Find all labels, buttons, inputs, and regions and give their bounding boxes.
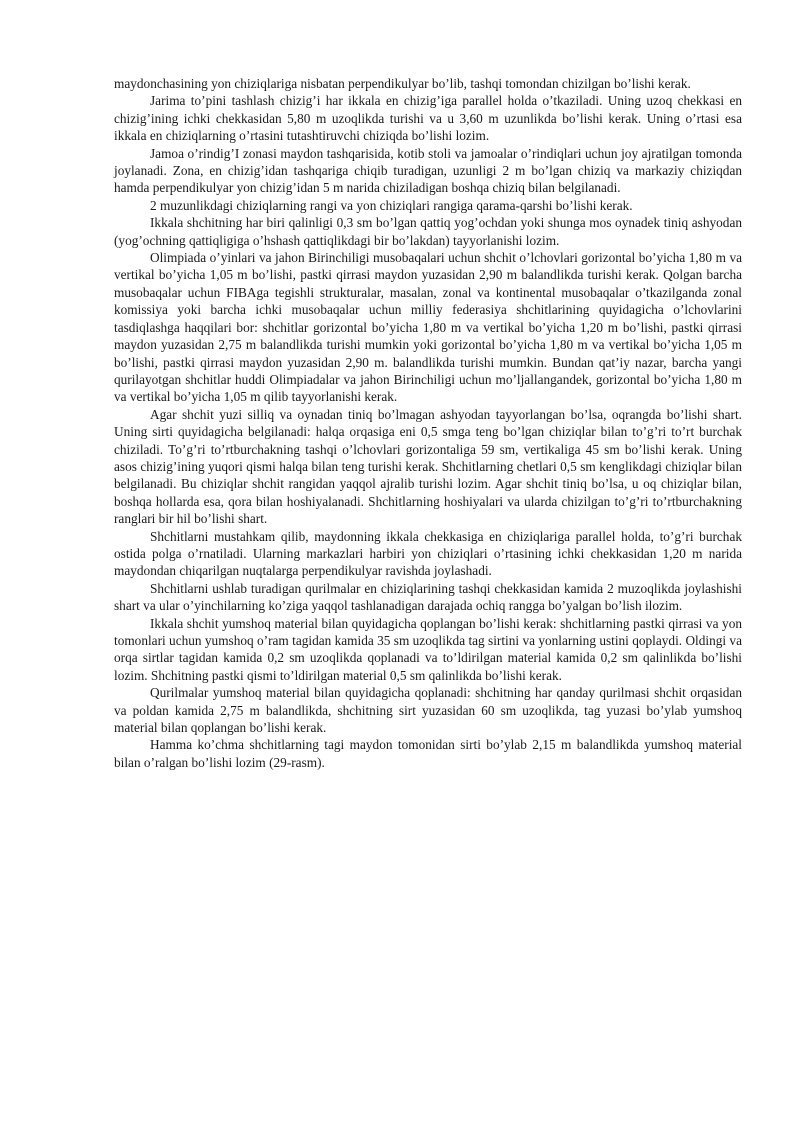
paragraph-backboard-mounting: Shchitlarni mustahkam qilib, maydonning ikkala chekkasiga en chiziqlariga parallel holda, to’g’ri burchak ostida polga o’rnatiladi. Ularning markazlari harbiri yon chiziqlari o’rtasining ichki chekkasidan 1,20 m narida maydondan chiqarilgan nuqtalarga perpendikulyar ravishda joylashadi. [114, 528, 742, 579]
paragraph-team-bench-area: Jamoa o’rindig’I zonasi maydon tashqarisida, kotib stoli va jamoalar o’rindiqlari uchun joy ajratilgan tomonda joylanadi. Zona, en chizig’idan tashqariga chiqib turadigan, uzunligi 2 m bo’lgan chiziq va markaziy chiziqdan hamda perpendikulyar yon chizig’idan 5 m narida chiziladigan boshqa chiziq bilan belgilanadi. [114, 145, 742, 196]
paragraph-backboard-padding: Ikkala shchit yumshoq material bilan quyidagicha qoplangan bo’lishi kerak: shchitlarning pastki qirrasi va yon tomonlari uchun yumshoq o’ram tagidan kamida 35 sm uzoqlikda tag sirtini va yonlarning ustini qoplaydi. Oldingi va orqa sirtlar tagidan kamida 0,2 sm uzoqlikda qoplanadi va to’ldirilgan material kamida 0,2 sm qalinlikda bo’lishi lozim. Shchitning pastki qismi to’ldirilgan material 0,5 sm qalinlikda bo’lishi kerak. [114, 615, 742, 683]
paragraph-line-color: 2 muzunlikdagi chiziqlarning rangi va yon chiziqlari rangiga qarama-qarshi bo’lishi kerak. [150, 197, 633, 213]
paragraph-continuation: maydonchasining yon chiziqlariga nisbatan perpendikulyar bo’lib, tashqi tomondan chizilgan bo’lishi kerak. [114, 76, 691, 91]
document-page [114, 75, 742, 771]
paragraph-free-throw-line: Jarima to’pini tashlash chizig’i har ikkala en chizig’iga parallel holda o’tkaziladi. Uning uzoq chekkasi en chizig’ining ichki chekkasidan 5,80 m uzoqlikda turishi va u 3,60 m uzunlikda bo’lishi kerak. Uning o’rtasi esa ikkala en chiziqlarning o’rtasini tutashtiruvchi chiziqda bo’lishi lozim. [114, 93, 742, 144]
paragraph-backboard-material: Ikkala shchitning har biri qalinligi 0,3 sm bo’lgan qattiq yog’ochdan yoki shunga mos oynadek tiniq ashyodan (yog’ochning qattiqligiga o’hshash qattiqlikdagi bir bo’lakdan) tayyorlanishi lozim. [114, 215, 742, 248]
paragraph-support-padding: Qurilmalar yumshoq material bilan quyidagicha qoplanadi: shchitning har qanday qurilmasi shchit orqasidan va poldan kamida 2,75 m balandlikda, shchitning sirt yuzasidan 60 sm uzoqlikda, tag yuzasi bo’ylab yumshoq material bilan qoplangan bo’lishi kerak. [114, 685, 742, 736]
paragraph-backboard-markings: Agar shchit yuzi silliq va oynadan tiniq bo’lmagan ashyodan tayyorlangan bo’lsa, oqrangda bo’lishi shart. Uning sirti quyidagicha belgilanadi: halqa orqasiga eni 0,5 smga teng bo’lgan chiziqlar bilan to’g’ri to’rt burchak chiziladi. To’g’ri to’rtburchakning tashqi o’lchovlari gorizontaliga 59 sm, vertikaliga 45 sm bo’lishi kerak. Uning asos chizig’ining yuqori qismi halqa bilan teng turishi kerak. Shchitlarning chetlari 0,5 sm kenglikdagi chiziqlar bilan belgilanadi. Bu chiziqlar shchit rangidan yaqqol ajralib turishi lozim. Agar shchit tiniq bo’lsa, u oq chiziqlar bilan, boshqa hollarda esa, qora bilan hoshiyalanadi. Shchitlarning hoshiyalari va ularda chizilgan to’g’ri to’rtburchakning ranglari bir hil bo’lishi shart. [114, 406, 742, 527]
paragraph-backboard-dimensions: Olimpiada o’yinlari va jahon Birinchiligi musobaqalari uchun shchit o’lchovlari gorizontal bo’yicha 1,80 m va vertikal bo’yicha 1,05 m bo’lishi, pastki qirrasi maydon yuzasidan 2,90 m balandlikda turishi kerak. Qolgan barcha musobaqalar uchun FIBAga tegishli strukturalar, masalan, zonal va kontinental musobaqalar o’tkazilganda zonal komissiya yoki barcha ichki musobaqalar uchun milliy federasiya shchitlarining quyidagicha o’lchovlarini tasdiqlashga haqqilari bor: shchitlar gorizontal bo’yicha 1,80 m va vertikal bo’yicha 1,20 m bo’lishi, pastki qirrasi maydon yuzasidan 2,75 m balandlikda turishi mumkin yoki gorizontal bo’yicha 1,80 m va vertikal bo’yicha 1,05 m bo’lishi, pastki qirrasi maydon yuzasidan 2,90 m. balandlikda turishi mumkin. Bundan qat’iy nazar, barcha yangi qurilayotgan shchitlar huddi Olimpiadalar va jahon Birinchiligi uchun mo’ljallangandek, gorizontal bo’yicha 1,80 m va vertikal bo’yicha 1,05 m qilib tayyorlanishi kerak. [114, 250, 742, 405]
paragraph-portable-units: Hamma ko’chma shchitlarning tagi maydon tomonidan sirti bo’ylab 2,15 m balandlikda yumshoq material bilan o’ralgan bo’lishi lozim (29-rasm). [114, 737, 742, 770]
paragraph-support-structures: Shchitlarni ushlab turadigan qurilmalar en chiziqlarining tashqi chekkasidan kamida 2 muzoqlikda joylashishi shart va ular o’yinchilarning ko’ziga yaqqol tashlanadigan darajada ochiq rangga bo’yalgan bo’lish ilozim. [114, 580, 742, 614]
